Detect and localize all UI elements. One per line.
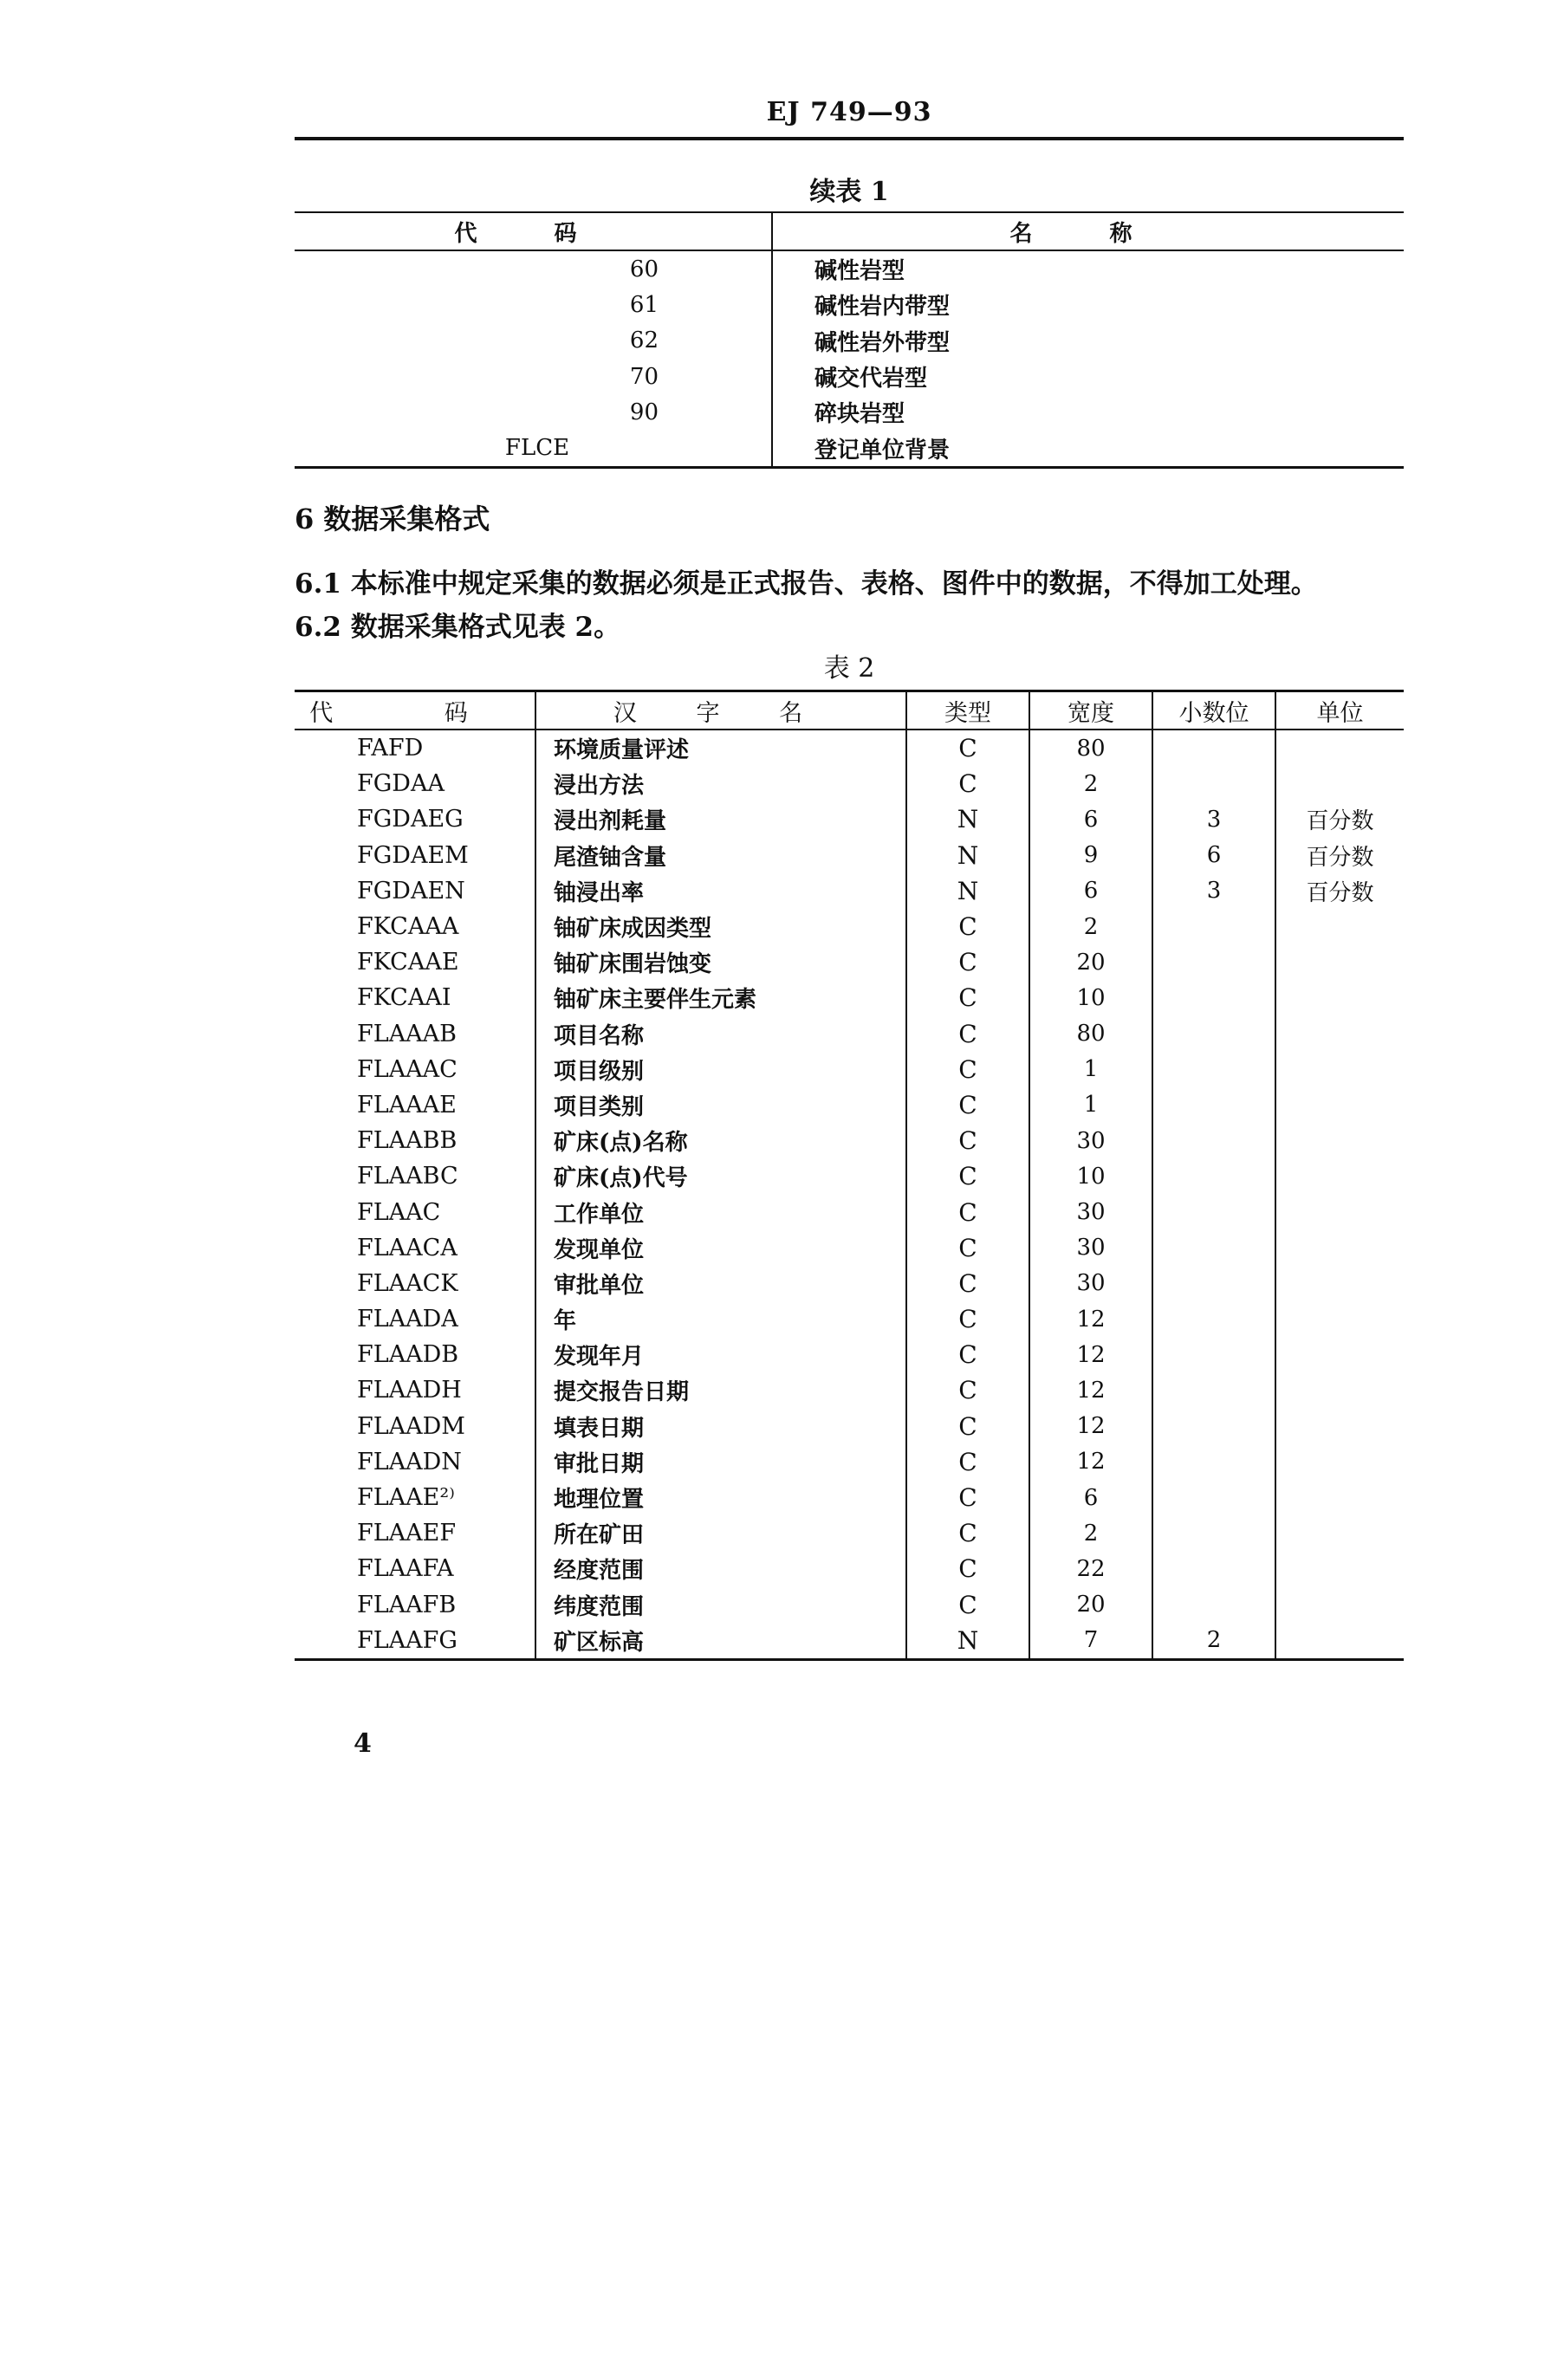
table1-code-cell: FLCE [295,430,772,467]
table2-width-cell: 6 [1029,873,1152,909]
table2-name-cell: 纬度范围 [535,1587,906,1623]
table2-decimals-cell [1152,1194,1275,1229]
table2-decimals-cell [1152,1230,1275,1266]
table2-name-cell: 经度范围 [535,1551,906,1586]
table1-name-cell: 碱交代岩型 [814,366,928,392]
table2-unit-cell: 百分数 [1306,879,1374,906]
table2-width-cell: 7 [1029,1623,1152,1660]
table2-unit-cell [1275,1194,1404,1229]
table2-unit-cell [1275,980,1404,1015]
table2-width-cell: 80 [1029,1016,1152,1052]
table2-decimals-cell: 2 [1152,1623,1275,1660]
table2-code-cell: FLAAFG [295,1623,535,1660]
table2-width-cell: 12 [1029,1301,1152,1337]
table2-col-width: 宽度 [1029,691,1152,730]
table-row [295,1123,1404,1158]
table2-decimals-cell [1152,980,1275,1015]
table2-decimals-cell: 3 [1152,801,1275,837]
table2-type-cell: N [906,801,1029,837]
table2-name-cell: 尾渣铀含量 [535,838,906,873]
paragraph-6-2: 6.2 数据采集格式见表 2。 [295,612,621,643]
table2-unit-cell [1275,1623,1404,1660]
table2-width-cell: 30 [1029,1194,1152,1229]
table2-code-cell: FKCAAA [295,909,535,944]
table2-type-cell: C [906,1052,1029,1087]
table2-type-cell: C [906,1372,1029,1408]
table2-width-cell: 12 [1029,1409,1152,1444]
table2-decimals-cell [1152,944,1275,980]
table2-type-cell: C [906,730,1029,766]
table-row [295,359,1404,394]
table1-name-cell: 碱性岩型 [814,258,905,285]
table2-caption: 表 2 [823,653,875,684]
table1-header-row [295,212,1404,250]
table-row [295,1515,1404,1551]
table2-header-row [295,691,1404,730]
table2-code-cell: FLAAEF [295,1515,535,1551]
table2-decimals-cell [1152,730,1275,766]
table2-type-cell: C [906,1515,1029,1551]
table2-code-cell: FLAADB [295,1337,535,1372]
table2-width-cell: 1 [1029,1087,1152,1123]
table-row [295,873,1404,909]
table2-code-cell: FLAAAE [295,1087,535,1123]
table2-type-cell: C [906,1480,1029,1515]
page-number: 4 [354,1728,372,1759]
table1-name-cell: 碎块岩型 [814,401,905,428]
table2-unit-cell [1275,1158,1404,1194]
table-row [295,1623,1404,1660]
table2-code-cell: FLAAAB [295,1016,535,1052]
table2-unit-cell [1275,1444,1404,1480]
table-row [295,1266,1404,1301]
table2-name-cell: 铀矿床围岩蚀变 [535,944,906,980]
table2-decimals-cell [1152,1016,1275,1052]
table2-type-cell: C [906,1444,1029,1480]
table2-name-cell: 填表日期 [535,1409,906,1444]
table1 [295,211,1404,469]
table2-col-code: 代 码 [295,691,535,730]
table2-width-cell: 10 [1029,1158,1152,1194]
table2-unit-cell [1275,1587,1404,1623]
table-row [295,801,1404,837]
table2-unit-cell [1275,1337,1404,1372]
table-row [295,1480,1404,1515]
table1-col-name: 名 称 [772,212,1404,250]
table2-name-cell: 矿区标高 [535,1623,906,1660]
table2-decimals-cell [1152,1480,1275,1515]
table2-code-cell: FLAAE²⁾ [295,1480,535,1515]
table2-code-cell: FLAAC [295,1194,535,1229]
table-row [295,287,1404,322]
table-row [295,394,1404,430]
table2-code-cell: FLAABB [295,1123,535,1158]
table-row [295,730,1404,766]
table-row [295,1016,1404,1052]
table2-decimals-cell [1152,1515,1275,1551]
table2-col-name: 汉 字 名 [535,691,906,730]
table2-width-cell: 1 [1029,1052,1152,1087]
table2-width-cell: 30 [1029,1266,1152,1301]
table2-code-cell: FKCAAI [295,980,535,1015]
table2-width-cell: 2 [1029,909,1152,944]
table2-code-cell: FGDAEM [295,838,535,873]
table2-type-cell: C [906,1230,1029,1266]
table-row [295,1587,1404,1623]
table2-name-cell: 发现年月 [535,1337,906,1372]
table2-decimals-cell [1152,1266,1275,1301]
table2-type-cell: C [906,1123,1029,1158]
table-row [295,323,1404,359]
table2-type-cell: C [906,1194,1029,1229]
table1-name-cell: 登记单位背景 [814,437,951,464]
table1-col-code: 代 码 [295,212,772,250]
table2-code-cell: FLAADA [295,1301,535,1337]
table2-type-cell: C [906,1087,1029,1123]
table2-code-cell: FLAADN [295,1444,535,1480]
table2-width-cell: 12 [1029,1444,1152,1480]
table2-code-cell: FLAAAC [295,1052,535,1087]
table2-code-cell: FLAAFB [295,1587,535,1623]
table2-name-cell: 工作单位 [535,1194,906,1229]
table-row [295,1087,1404,1123]
table2-type-cell: C [906,766,1029,801]
table-row [295,944,1404,980]
table2-unit-cell [1275,1551,1404,1586]
table2-decimals-cell [1152,1052,1275,1087]
table2-name-cell: 提交报告日期 [535,1372,906,1408]
table2-code-cell: FLAACA [295,1230,535,1266]
table2-unit-cell [1275,730,1404,766]
table1-code-cell: 61 [295,287,772,322]
table2-unit-cell: 百分数 [1306,844,1374,871]
table2-name-cell: 发现单位 [535,1230,906,1266]
table2-unit-cell [1275,1372,1404,1408]
table2-decimals-cell [1152,1409,1275,1444]
table2-unit-cell [1275,1087,1404,1123]
table1-name-cell: 碱性岩内带型 [814,294,951,321]
table2-decimals-cell: 3 [1152,873,1275,909]
table2-type-cell: N [906,838,1029,873]
table2-width-cell: 6 [1029,801,1152,837]
table2-type-cell: C [906,944,1029,980]
table2-unit-cell [1275,1515,1404,1551]
table-row [295,1551,1404,1586]
table2-decimals-cell [1152,1587,1275,1623]
table-row [295,430,1404,467]
table2-width-cell: 2 [1029,766,1152,801]
table2 [295,690,1404,1661]
table2-name-cell: 铀浸出率 [535,873,906,909]
table2-code-cell: FLAADM [295,1409,535,1444]
table2-width-cell: 20 [1029,1587,1152,1623]
table2-width-cell: 9 [1029,838,1152,873]
table2-name-cell: 矿床(点)代号 [535,1158,906,1194]
table-row [295,1444,1404,1480]
table2-type-cell: N [906,1623,1029,1660]
table2-decimals-cell [1152,1123,1275,1158]
table2-code-cell: FGDAEN [295,873,535,909]
table2-name-cell: 所在矿田 [535,1515,906,1551]
table2-name-cell: 铀矿床成因类型 [535,909,906,944]
table-row [295,909,1404,944]
table2-name-cell: 项目级别 [535,1052,906,1087]
table2-type-cell: N [906,873,1029,909]
table2-decimals-cell [1152,909,1275,944]
table2-name-cell: 项目类别 [535,1087,906,1123]
section-title: 6 数据采集格式 [295,503,490,535]
table-row [295,1052,1404,1087]
table-row [295,766,1404,801]
table2-unit-cell [1275,1266,1404,1301]
table2-unit-cell [1275,909,1404,944]
table2-width-cell: 12 [1029,1337,1152,1372]
table2-unit-cell [1275,1480,1404,1515]
table2-unit-cell [1275,1230,1404,1266]
table2-decimals-cell: 6 [1152,838,1275,873]
table1-caption: 续表 1 [809,177,889,207]
table-row [295,1194,1404,1229]
table-row [295,1337,1404,1372]
table2-type-cell: C [906,1158,1029,1194]
table2-decimals-cell [1152,766,1275,801]
table2-code-cell: FLAADH [295,1372,535,1408]
table2-name-cell: 铀矿床主要伴生元素 [535,980,906,1015]
table2-code-cell: FKCAAE [295,944,535,980]
header-rule [295,137,1404,140]
table2-name-cell: 浸出方法 [535,766,906,801]
paragraph-6-1: 6.1 本标准中规定采集的数据必须是正式报告、表格、图件中的数据，不得加工处理。 [295,568,1318,600]
table2-width-cell: 20 [1029,944,1152,980]
table2-decimals-cell [1152,1372,1275,1408]
table-row [295,1301,1404,1337]
table2-col-unit: 单位 [1275,691,1404,730]
table2-type-cell: C [906,1016,1029,1052]
table-row [295,838,1404,873]
table2-name-cell: 项目名称 [535,1016,906,1052]
table2-name-cell: 环境质量评述 [535,730,906,766]
table2-width-cell: 6 [1029,1480,1152,1515]
table2-col-type: 类型 [906,691,1029,730]
table2-unit-cell: 百分数 [1306,808,1374,835]
table2-decimals-cell [1152,1158,1275,1194]
table2-unit-cell [1275,1301,1404,1337]
table-row [295,1230,1404,1266]
table2-decimals-cell [1152,1337,1275,1372]
table2-type-cell: C [906,1409,1029,1444]
table2-width-cell: 22 [1029,1551,1152,1586]
table2-width-cell: 10 [1029,980,1152,1015]
table2-col-decimals: 小数位 [1152,691,1275,730]
table2-type-cell: C [906,1301,1029,1337]
table2-type-cell: C [906,1551,1029,1586]
table1-code-cell: 70 [295,359,772,394]
table2-name-cell: 地理位置 [535,1480,906,1515]
table2-code-cell: FLAABC [295,1158,535,1194]
table2-code-cell: FGDAEG [295,801,535,837]
table2-width-cell: 30 [1029,1230,1152,1266]
table2-code-cell: FGDAA [295,766,535,801]
table-row [295,250,1404,287]
table2-type-cell: C [906,1266,1029,1301]
table2-decimals-cell [1152,1551,1275,1586]
document-code-header: EJ 749—93 [766,97,932,127]
table2-name-cell: 年 [535,1301,906,1337]
table2-code-cell: FAFD [295,730,535,766]
table2-name-cell: 浸出剂耗量 [535,801,906,837]
table-row [295,1409,1404,1444]
table2-name-cell: 审批日期 [535,1444,906,1480]
table2-width-cell: 80 [1029,730,1152,766]
table2-type-cell: C [906,980,1029,1015]
table2-type-cell: C [906,909,1029,944]
table2-unit-cell [1275,1409,1404,1444]
table2-unit-cell [1275,1016,1404,1052]
table-row [295,1372,1404,1408]
table2-code-cell: FLAACK [295,1266,535,1301]
table-row [295,980,1404,1015]
table1-code-cell: 62 [295,323,772,359]
table2-type-cell: C [906,1337,1029,1372]
table1-name-cell: 碱性岩外带型 [814,329,951,356]
table2-unit-cell [1275,766,1404,801]
table2-decimals-cell [1152,1444,1275,1480]
table2-decimals-cell [1152,1301,1275,1337]
table2-width-cell: 30 [1029,1123,1152,1158]
table2-name-cell: 矿床(点)名称 [535,1123,906,1158]
table2-code-cell: FLAAFA [295,1551,535,1586]
table2-decimals-cell [1152,1087,1275,1123]
table2-unit-cell [1275,944,1404,980]
table1-code-cell: 90 [295,394,772,430]
table2-width-cell: 2 [1029,1515,1152,1551]
table2-unit-cell [1275,1123,1404,1158]
table1-code-cell: 60 [295,250,772,287]
table2-name-cell: 审批单位 [535,1266,906,1301]
table-row [295,1158,1404,1194]
table2-width-cell: 12 [1029,1372,1152,1408]
table2-unit-cell [1275,1052,1404,1087]
table2-type-cell: C [906,1587,1029,1623]
